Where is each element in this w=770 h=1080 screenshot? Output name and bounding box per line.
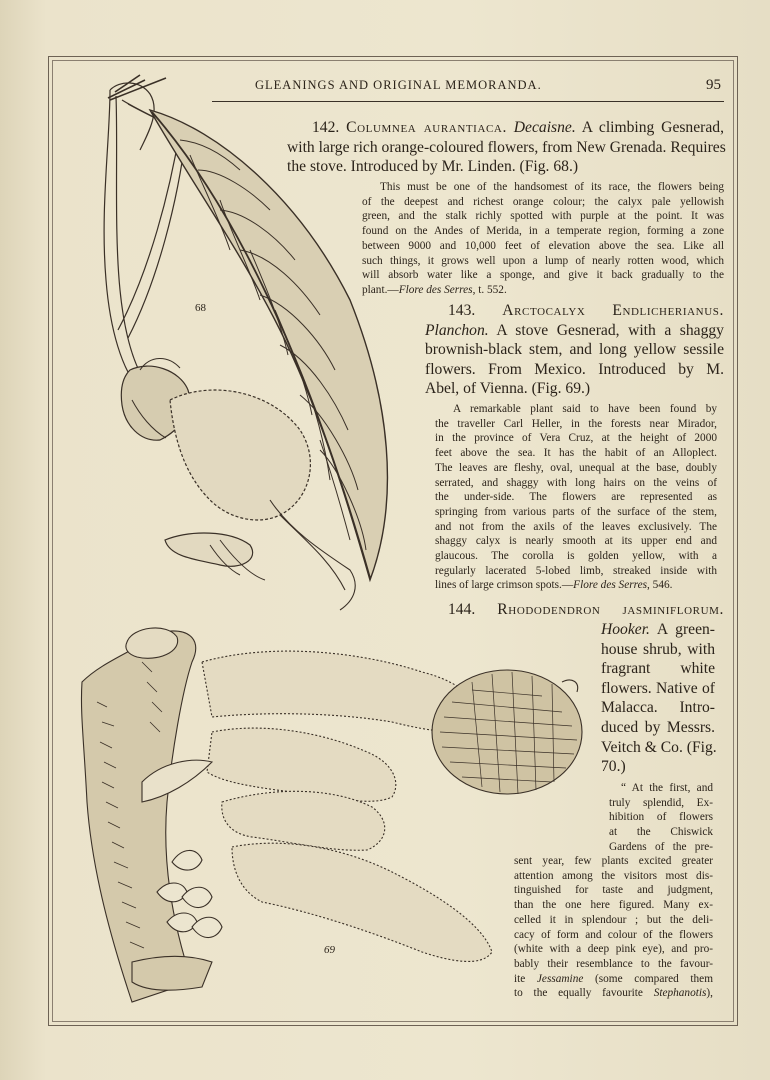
entry-143-body <box>435 402 717 593</box>
entry-142-body-line: of the deepest and richest orange colour; the calyx pale yellowish <box>362 195 724 208</box>
entry-142-body-text: plant.— <box>362 283 399 296</box>
entry-143-body-line: feet above the sea. It has the habit of an Alloplect. <box>435 447 717 460</box>
entry-142-body-text: , t. 552. <box>472 283 507 296</box>
entry-144-body-line <box>514 986 713 1001</box>
entry-143-body-line: in the province of Vera Cruz, at the height of 2000 <box>435 432 717 445</box>
entry-144-heading-line-4: fragrant white <box>601 660 715 678</box>
running-head: GLEANINGS AND ORIGINAL MEMORANDA. <box>255 78 542 92</box>
entry-142-body-line: will absorb water like a sponge, and give it back gradually to the <box>362 269 724 282</box>
entry-142-heading-line-3: the stove. Introduced by Mr. Linden. (Fig. 68.) <box>287 158 579 176</box>
entry-144-body-text: to the equally favourite <box>514 987 654 1000</box>
entry-143-body-line: regularly lacerated 5-lobed limb, streaked inside with <box>435 564 717 577</box>
entry-144-genus: Rhododendron <box>497 601 601 618</box>
entry-142-text-1: A climbing Gesnerad, <box>581 119 724 136</box>
entry-143-heading <box>425 301 724 399</box>
entry-142-body <box>362 180 724 298</box>
entry-144-body-line: sent year, few plants excited greater <box>514 855 713 867</box>
entry-143-body-text: lines of large crimson spots.— <box>435 579 574 592</box>
entry-143-species: Endlicherianus. <box>612 302 724 319</box>
entry-144-heading-line-8: Veitch & Co. (Fig. <box>601 738 717 756</box>
entry-142-heading-line-2: with large rich orange-coloured flowers, from New Grenada. Requires <box>287 138 726 156</box>
entry-144-italic-term: Jessamine <box>536 972 584 985</box>
entry-142-body-line: between 9000 and 10,000 feet of elevation above the sea. Like all <box>362 239 724 252</box>
entry-142-number: 142. <box>312 119 340 136</box>
entry-142-body-line <box>362 283 724 298</box>
entry-143-body-line: the under-side. The flowers are represented as <box>435 491 717 504</box>
entry-144-text-1: A green- <box>656 621 715 638</box>
entry-143-citation: Flore des Serres <box>573 579 648 592</box>
entry-143-heading-line-1 <box>425 301 724 321</box>
entry-144-heading-continued <box>601 620 715 777</box>
entry-144-body-line: than the one here figured. Many ex- <box>514 899 713 912</box>
entry-143-authority: Planchon. <box>425 321 489 339</box>
entry-142-heading <box>287 118 724 177</box>
entry-144-italic-term: Stephanotis <box>653 987 707 1000</box>
entry-142-body-line: found on the Andes of Merida, in a temperate region, forming a zone <box>362 225 724 238</box>
entry-144-body-text: ite <box>514 972 537 985</box>
entry-144-body-narrow <box>609 781 713 855</box>
entry-143-body-line: serrated, and shaggy with long hairs on the veins of <box>435 476 717 489</box>
entry-144-heading-line-7: duced by Messrs. <box>601 718 715 736</box>
entry-143-text-1: A stove Gesnerad, with a shaggy <box>496 321 724 339</box>
entry-144-body-line: bably their resemblance to the favour- <box>514 957 713 970</box>
entry-144-number: 144. <box>448 601 476 618</box>
entry-143-number: 143. <box>448 302 476 319</box>
entry-144-body-line: “ At the first, and <box>621 782 713 794</box>
entry-144-body-line: cacy of form and colour of the flowers <box>514 928 713 941</box>
entry-144-heading-line-9: 70.) <box>601 758 626 776</box>
entry-144-authority: Hooker. <box>601 621 650 638</box>
entry-144-body-line: hibition of flowers <box>609 811 713 824</box>
entry-144-heading-line-5: flowers. Native of <box>601 679 715 697</box>
entry-144-body-text: (some compared them <box>583 972 713 985</box>
entry-144-species: jasminiflorum. <box>622 601 724 618</box>
entry-142-body-line: such things, it grows well upon a lump of nearly rotten wood, which <box>362 254 724 267</box>
entry-144-body-line: truly splendid, Ex- <box>609 796 713 809</box>
entry-142-body-line: green, and the stalk richly spotted with purple at the point. It was <box>362 210 724 223</box>
entry-144-heading-line-1 <box>448 600 724 620</box>
entry-143-heading-line-3: brownish-black stem, and long yellow sessile <box>425 341 724 359</box>
entry-143-body-line: the traveller Carl Heller, in the forests near Mirador, <box>435 417 717 430</box>
entry-144-body-line <box>514 972 713 987</box>
entry-144-body-line: tinguished for taste and judgment, <box>514 884 713 897</box>
entry-143-genus: Arctocalyx <box>502 302 586 319</box>
entry-144-body-line: (white with a deep pink eye), and pro- <box>514 943 713 956</box>
entry-144-body-text: ), <box>706 987 713 1000</box>
entry-144-heading <box>448 600 724 620</box>
entry-143-heading-line-4: flowers. From Mexico. Introduced by M. <box>425 360 724 378</box>
entry-142-heading-line-1 <box>287 118 724 138</box>
entry-143-body-line: glaucous. The corolla is golden yellow, with a <box>435 550 717 563</box>
entry-144-body-line: at the Chiswick <box>609 826 713 839</box>
entry-144-heading-line-2 <box>601 620 715 640</box>
entry-143-body-line: springing from various parts of the surface of the stem, <box>435 505 717 518</box>
entry-143-body-line: The leaves are fleshy, oval, unequal at the base, doubly <box>435 461 717 474</box>
entry-142-citation: Flore des Serres <box>398 283 473 296</box>
entry-143-body-line: A remarkable plant said to have been found by <box>453 403 717 415</box>
figure-68-label: 68 <box>195 302 206 314</box>
entry-144-body-wide <box>514 854 713 1001</box>
entry-144-body-line: Gardens of the pre- <box>609 840 713 853</box>
page-number: 95 <box>706 77 721 93</box>
entry-142-name: Columnea aurantiaca. <box>346 119 507 136</box>
entry-144-body-line: celled it in splendour ; but the deli- <box>514 913 713 926</box>
entry-144-heading-line-3: house shrub, with <box>601 640 715 658</box>
entry-143-body-line <box>435 578 717 593</box>
entry-143-heading-line-2 <box>425 321 724 341</box>
entry-143-body-line: shaggy calyx is nearly smooth at its upper end and <box>435 535 717 548</box>
entry-142-body-line: This must be one of the handsomest of its race, the flowers being <box>380 181 724 193</box>
entry-144-heading-line-6: Malacca. Intro- <box>601 699 715 717</box>
entry-143-body-line: and not from the axils of the leaves exclusively. The <box>435 520 717 533</box>
entry-143-heading-line-5: Abel, of Vienna. (Fig. 69.) <box>425 380 591 398</box>
entry-142-authority: Decaisne. <box>513 119 576 136</box>
entry-143-body-text: , 546. <box>647 579 673 592</box>
figure-69-label: 69 <box>324 944 335 956</box>
entry-144-body-line: attention among the visitors most dis- <box>514 869 713 882</box>
